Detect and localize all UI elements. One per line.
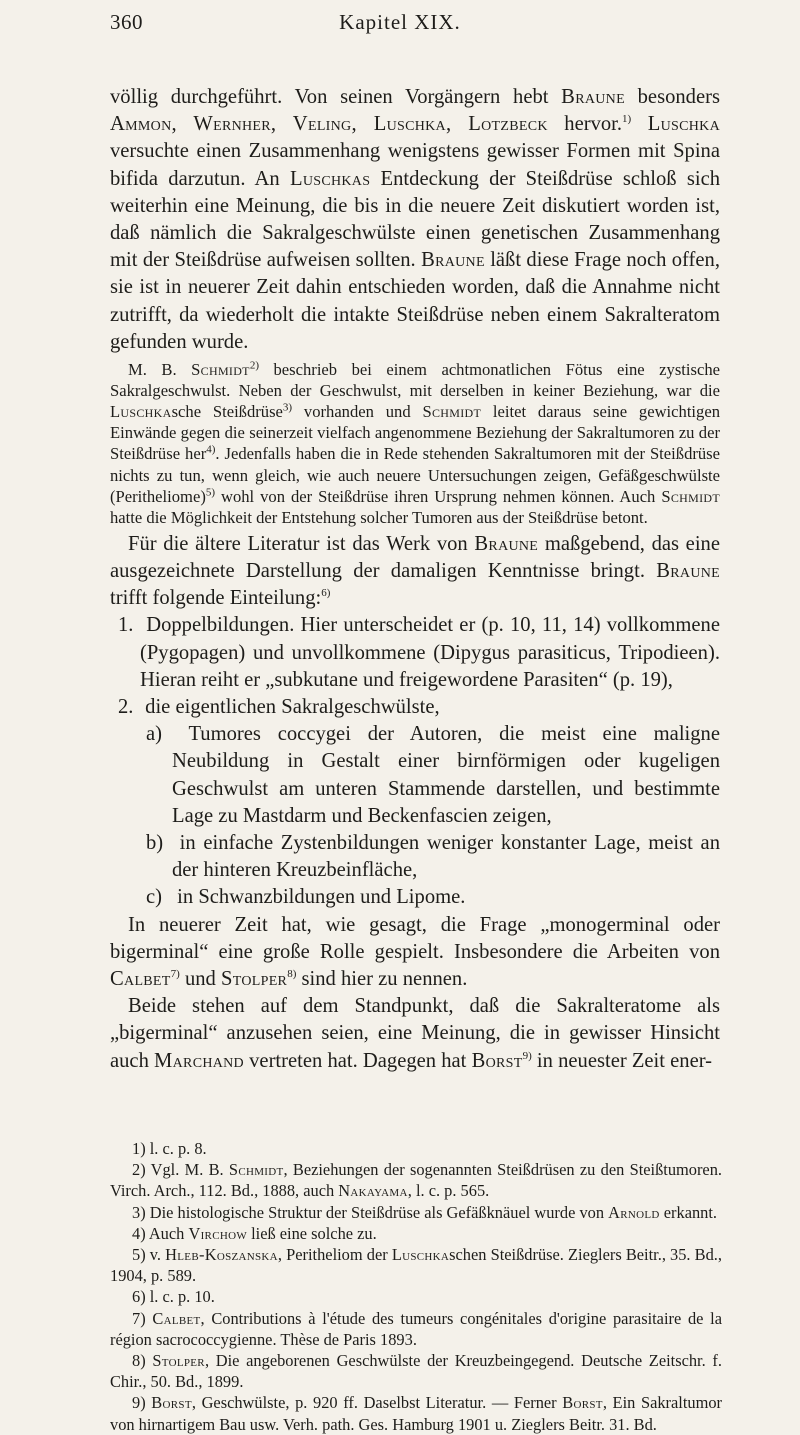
author-name: Calbet bbox=[152, 1308, 201, 1328]
text-run: in neuester Zeit ener- bbox=[531, 1049, 713, 1072]
footnote-6 bbox=[110, 1286, 722, 1307]
text-run: und bbox=[179, 968, 221, 991]
footnote-text: , Die angeborenen Geschwülste der Kreuzbeingegend. Deutsche Zeitschr. f. Chir., 50. Bd., 1899. bbox=[110, 1351, 722, 1392]
text-run: versuchte einen Zusammenhang wenigstens gewisser Formen mit Spina bifida darzutun. An bbox=[110, 140, 720, 190]
paragraph-3 bbox=[110, 531, 720, 613]
text-run: M. B. bbox=[128, 360, 192, 380]
footnote-text: 7) bbox=[132, 1308, 153, 1328]
footnote-8 bbox=[110, 1350, 722, 1392]
text-run: vorhanden und bbox=[292, 402, 423, 422]
footnote-4 bbox=[110, 1223, 722, 1244]
author-name: Braune bbox=[421, 249, 485, 272]
list-subitem bbox=[146, 721, 720, 830]
footnote-2 bbox=[110, 1159, 722, 1201]
text-run: hatte die Möglichkeit der Entstehung solcher Tumoren aus der Steißdrüse betont. bbox=[110, 507, 648, 527]
footnote-ref: 6) bbox=[321, 587, 331, 600]
list-subitem bbox=[146, 830, 720, 884]
text-run: trifft folgende Einteilung: bbox=[110, 587, 322, 610]
text-run: Für die ältere Literatur ist das Werk von bbox=[128, 532, 475, 555]
footnote-text: 8) bbox=[132, 1351, 153, 1371]
author-name: Marchand bbox=[154, 1049, 244, 1072]
footnote-9 bbox=[110, 1392, 722, 1434]
footnote-text: 1) l. c. p. 8. bbox=[132, 1139, 207, 1158]
text-run: läßt diese Frage noch offen, sie ist in neuerer Zeit dahin entschieden worden, daß die Annahme nicht zutrifft, da wiederholt die intakte Steißdrüse neben einem Sakralteratom gefunden wurde. bbox=[110, 249, 720, 353]
author-name: Stolper bbox=[221, 968, 288, 991]
footnote-text: 2) Vgl. M. B. bbox=[132, 1160, 229, 1180]
list-text: die eigentlichen Sakralgeschwülste, bbox=[145, 696, 440, 718]
author-name: Luschka bbox=[110, 402, 172, 422]
text-run: wohl von der Steißdrüse ihren Ursprung nehmen können. Auch bbox=[215, 486, 662, 506]
text-run: Beide stehen auf dem Standpunkt, daß die Sakralteratome als „bigerminal“ anzusehen seien, eine Meinung, die in gewisser Hinsicht auch bbox=[110, 995, 720, 1072]
footnote-text: 4) Auch bbox=[132, 1223, 189, 1243]
list-letter: c) bbox=[146, 886, 162, 909]
footnote-1 bbox=[110, 1138, 722, 1159]
footnote-text: 5) v. bbox=[132, 1245, 166, 1265]
text-run: völlig durchgeführt. Von seinen Vorgängern hebt bbox=[110, 86, 562, 108]
list-item bbox=[118, 612, 720, 694]
footnote-text: , Contributions à l'étude des tumeurs congénitales d'origine parasitaire de la région sacrococcygienne. Thèse de Paris 1893. bbox=[110, 1308, 722, 1349]
paragraph-5 bbox=[110, 993, 720, 1075]
list-item bbox=[118, 694, 720, 721]
author-name: Luschka bbox=[391, 1245, 450, 1265]
footnote-ref: 8) bbox=[287, 968, 297, 981]
footnote-text: erkannt. bbox=[659, 1202, 718, 1222]
text-run: hervor. bbox=[547, 113, 623, 136]
footnote-ref: 1) bbox=[622, 113, 632, 126]
list-text: Tumores coccygei der Autoren, die meist eine maligne Neubildung in Gestalt einer birnförmigen oder kugeligen Geschwulst am unteren Stammende darstellen, und bestimmte Lage zu Mastdarm und Beckenfascien zeigen, bbox=[172, 723, 720, 827]
text-run: Entdeckung der Steißdrüse schloß sich weiterhin eine Meinung, die bis in die neuere Zeit diskutiert worden ist, daß nämlich die Sakralgeschwülste einen genetischen Zusammenhang mit der Steißdrüse aufweisen sollten. bbox=[110, 167, 721, 272]
paragraph-4 bbox=[110, 912, 720, 994]
footnote-ref: 2) bbox=[249, 359, 259, 372]
footnote-text: , Beziehungen der sogenannten Steißdrüsen zu den Steißtumoren. Virch. Arch., 112. Bd., 1888, auch bbox=[110, 1160, 722, 1201]
text-run: sche Steißdrüse bbox=[171, 402, 283, 422]
footnotes bbox=[110, 1138, 722, 1435]
author-name: Schmidt bbox=[661, 486, 720, 506]
footnote-text: 9) bbox=[132, 1393, 152, 1413]
author-name: Luschkas bbox=[289, 167, 371, 190]
text-run: leitet daraus seine gewichtigen Einwände gegen die seinerzeit vielfach angenommene Beziehung der Sakraltumoren zu der Steißdrüse her bbox=[110, 402, 720, 464]
author-name: Borst bbox=[562, 1393, 603, 1413]
page-number: 360 bbox=[110, 10, 143, 34]
text-run: vertreten hat. Dagegen hat bbox=[243, 1049, 472, 1072]
footnote-ref: 9) bbox=[522, 1049, 532, 1062]
text-run bbox=[631, 113, 648, 135]
author-name: Braune bbox=[474, 532, 539, 555]
main-text bbox=[110, 84, 720, 1075]
list-number: 1. bbox=[118, 614, 134, 637]
footnote-text: , l. c. p. 565. bbox=[407, 1181, 490, 1201]
author-name: Borst bbox=[471, 1049, 523, 1072]
author-name: Braune bbox=[656, 559, 720, 582]
list-text: Doppelbildungen. Hier unterscheidet er (p. 10, 11, 14) vollkommene (Pygopagen) und unvollkommene (Dipygus parasiticus, Tripodieen). Hieran reiht er „subkutane und freigewordene Parasiten“ (p. 19), bbox=[140, 614, 720, 691]
list-letter: a) bbox=[146, 723, 162, 746]
running-head-chapter: Kapitel XIX. bbox=[339, 10, 461, 34]
author-name: Luschka bbox=[647, 113, 720, 136]
footnote-text: schen Steißdrüse. Zieglers Beitr., 35. Bd., 1904, p. 589. bbox=[110, 1245, 722, 1286]
paragraph-1 bbox=[110, 84, 720, 356]
footnote-text: , Geschwülste, p. 920 ff. Daselbst Literatur. — Ferner bbox=[191, 1393, 563, 1413]
text-run: In neuerer Zeit hat, wie gesagt, die Frage „monogerminal oder bigerminal“ eine große Rolle gespielt. Insbesondere die Arbeiten von bbox=[110, 913, 720, 963]
text-run: besonders bbox=[624, 86, 720, 108]
list-subitem bbox=[146, 884, 720, 911]
footnote-text: , Peritheliom der bbox=[277, 1245, 392, 1265]
author-name: Schmidt bbox=[191, 360, 250, 380]
list-number: 2. bbox=[118, 696, 134, 718]
footnote-text: 3) Die histologische Struktur der Steißdrüse als Gefäßknäuel wurde von bbox=[132, 1202, 609, 1222]
author-name: Braune bbox=[561, 86, 625, 108]
author-name: Virchow bbox=[188, 1223, 247, 1243]
list-letter: b) bbox=[146, 832, 164, 855]
author-name: Borst bbox=[151, 1393, 192, 1413]
author-name: Arnold bbox=[608, 1202, 660, 1222]
author-name: Hleb-Koszanska bbox=[165, 1245, 278, 1265]
list-text: in Schwanzbildungen und Lipome. bbox=[177, 886, 466, 909]
author-names: Ammon, Wernher, Veling, Luschka, Lotzbeck bbox=[110, 113, 548, 136]
footnote-ref: 3) bbox=[282, 401, 293, 414]
text-run: beschrieb bei einem achtmonatlichen Fötus eine zystische Sakralgeschwulst. Neben der Geschwulst, mit derselben in keiner Beziehung, war die bbox=[110, 360, 720, 401]
footnote-text: ließ eine solche zu. bbox=[247, 1223, 377, 1243]
paragraph-2-small bbox=[110, 359, 720, 528]
footnote-5 bbox=[110, 1244, 722, 1286]
author-name: Schmidt bbox=[228, 1160, 284, 1180]
text-run: maßgebend, das eine ausgezeichnete Darstellung der damaligen Kenntnisse bringt. bbox=[110, 532, 720, 582]
author-name: Schmidt bbox=[422, 402, 482, 422]
footnote-ref: 5) bbox=[205, 486, 216, 499]
footnote-text: , Ein Sakraltumor von hirnartigem Bau usw. Verh. path. Ges. Hamburg 1901 u. Zieglers Beitr. 31. Bd. bbox=[110, 1393, 722, 1434]
author-name: Calbet bbox=[110, 968, 171, 991]
author-name: Nakayama bbox=[338, 1181, 408, 1201]
footnote-7 bbox=[110, 1308, 722, 1350]
text-run: sind hier zu nennen. bbox=[296, 968, 468, 991]
footnote-ref: 7) bbox=[170, 968, 180, 981]
text-run: . Jedenfalls haben die in Rede stehenden Sakraltumoren mit der Steißdrüse nichts zu tun, wenn gleich, wie auch neuere Untersuchungen zeigen, Gefäßgeschwülste (Peritheliome) bbox=[110, 444, 721, 506]
footnote-3 bbox=[110, 1202, 722, 1223]
footnote-text: 6) l. c. p. 10. bbox=[132, 1287, 215, 1307]
list-text: in einfache Zystenbildungen weniger konstanter Lage, meist an der hinteren Kreuzbeinfläche, bbox=[172, 832, 720, 882]
footnote-ref: 4) bbox=[206, 443, 216, 456]
author-name: Stolper bbox=[152, 1351, 205, 1371]
